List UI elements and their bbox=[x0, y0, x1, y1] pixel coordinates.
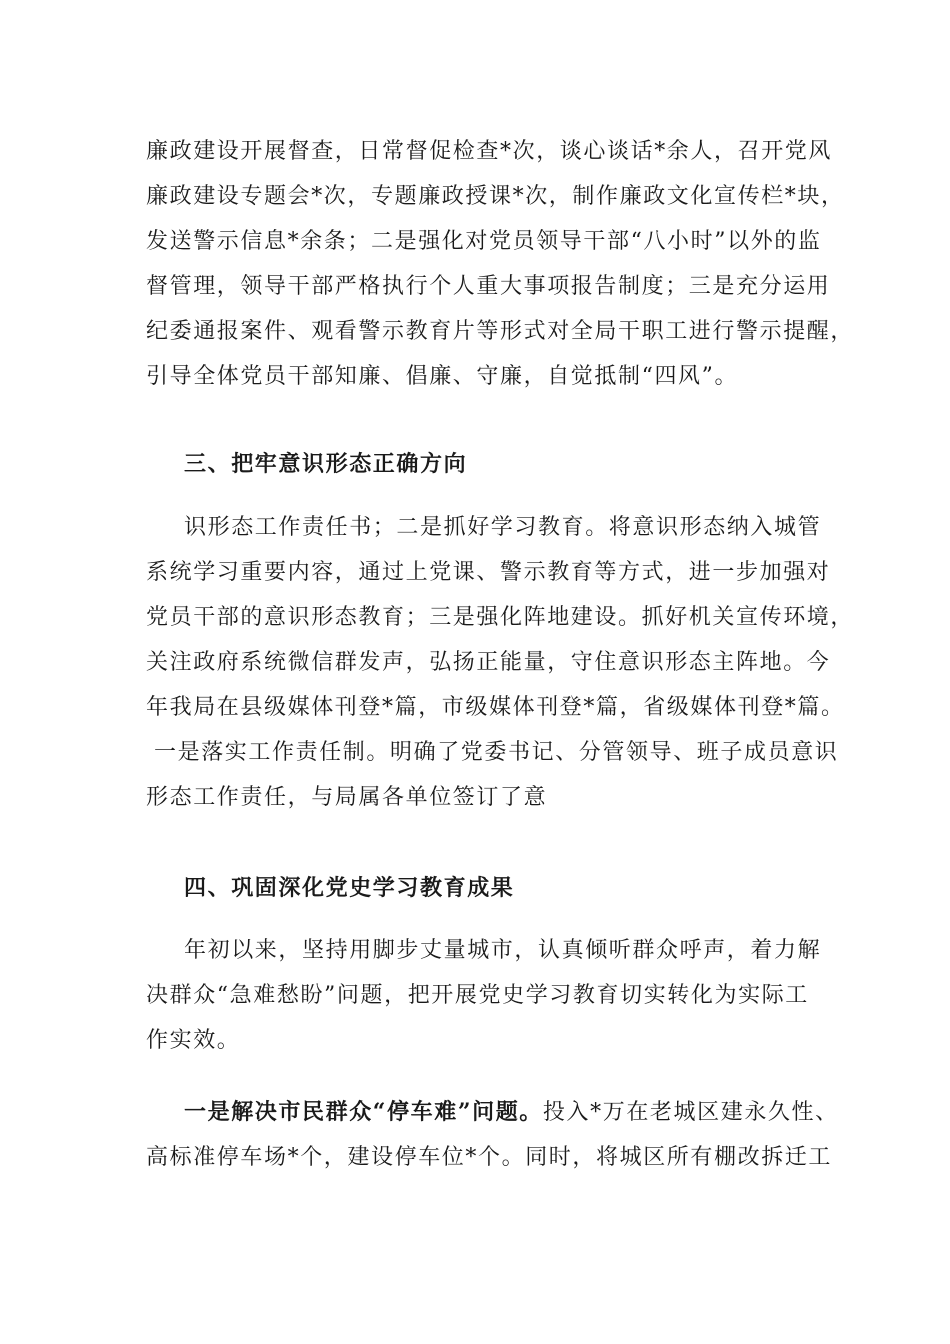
paragraph-party-history bbox=[146, 935, 822, 1057]
text-line: 党员干部的意识形态教育；三是强化阵地建设。抓好机关宣传环境， bbox=[146, 605, 855, 630]
text-line: 引导全体党员干部知廉、倡廉、守廉，自觉抵制“四风”。 bbox=[146, 364, 739, 389]
text-line: 形态工作责任，与局属各单位签订了意 bbox=[146, 785, 548, 810]
text-span: 投入*万在老城区建永久性、 bbox=[542, 1100, 839, 1125]
text-line: 一是落实工作责任制。明确了党委书记、分管领导、班子成员意识 bbox=[154, 740, 839, 765]
text-line: 廉政建设开展督查，日常督促检查*次，谈心谈话*余人，召开党风 bbox=[146, 139, 833, 164]
text-line: 廉政建设专题会*次，专题廉政授课*次，制作廉政文化宣传栏*块， bbox=[146, 184, 845, 209]
text-line: 作实效。 bbox=[146, 1028, 241, 1053]
text-line bbox=[146, 1097, 839, 1129]
section-heading-ideology: 三、把牢意识形态正确方向 bbox=[184, 451, 468, 477]
section-heading-party-history: 四、巩固深化党史学习教育成果 bbox=[184, 875, 515, 901]
text-line: 关注政府系统微信群发声，弘扬正能量，守住意识形态主阵地。今 bbox=[146, 650, 831, 675]
text-line: 纪委通报案件、观看警示教育片等形式对全局干职工进行警示提醒， bbox=[146, 319, 855, 344]
paragraph-ideology bbox=[146, 512, 855, 814]
text-line: 决群众“急难愁盼”问题，把开展党史学习教育切实转化为实际工 bbox=[146, 983, 809, 1008]
paragraph-party-conduct bbox=[146, 136, 855, 393]
text-line: 督管理，领导干部严格执行个人重大事项报告制度；三是充分运用 bbox=[146, 274, 831, 299]
text-line: 高标准停车场*个，建设停车位*个。同时，将城区所有棚改拆迁工 bbox=[146, 1145, 833, 1170]
text-line: 发送警示信息*余条；二是强化对党员领导干部“八小时”以外的监 bbox=[146, 229, 822, 254]
bold-lead-text: 一是解决市民群众“停车难”问题。 bbox=[184, 1099, 543, 1125]
text-line: 识形态工作责任书；二是抓好学习教育。将意识形态纳入城管 bbox=[184, 515, 822, 540]
text-line: 年初以来，坚持用脚步丈量城市，认真倾听群众呼声，着力解 bbox=[184, 938, 822, 963]
paragraph-parking bbox=[146, 1097, 839, 1174]
text-line: 系统学习重要内容，通过上党课、警示教育等方式，进一步加强对 bbox=[146, 560, 831, 585]
text-line: 年我局在县级媒体刊登*篇，市级媒体刊登*篇，省级媒体刊登*篇。 bbox=[146, 695, 845, 720]
